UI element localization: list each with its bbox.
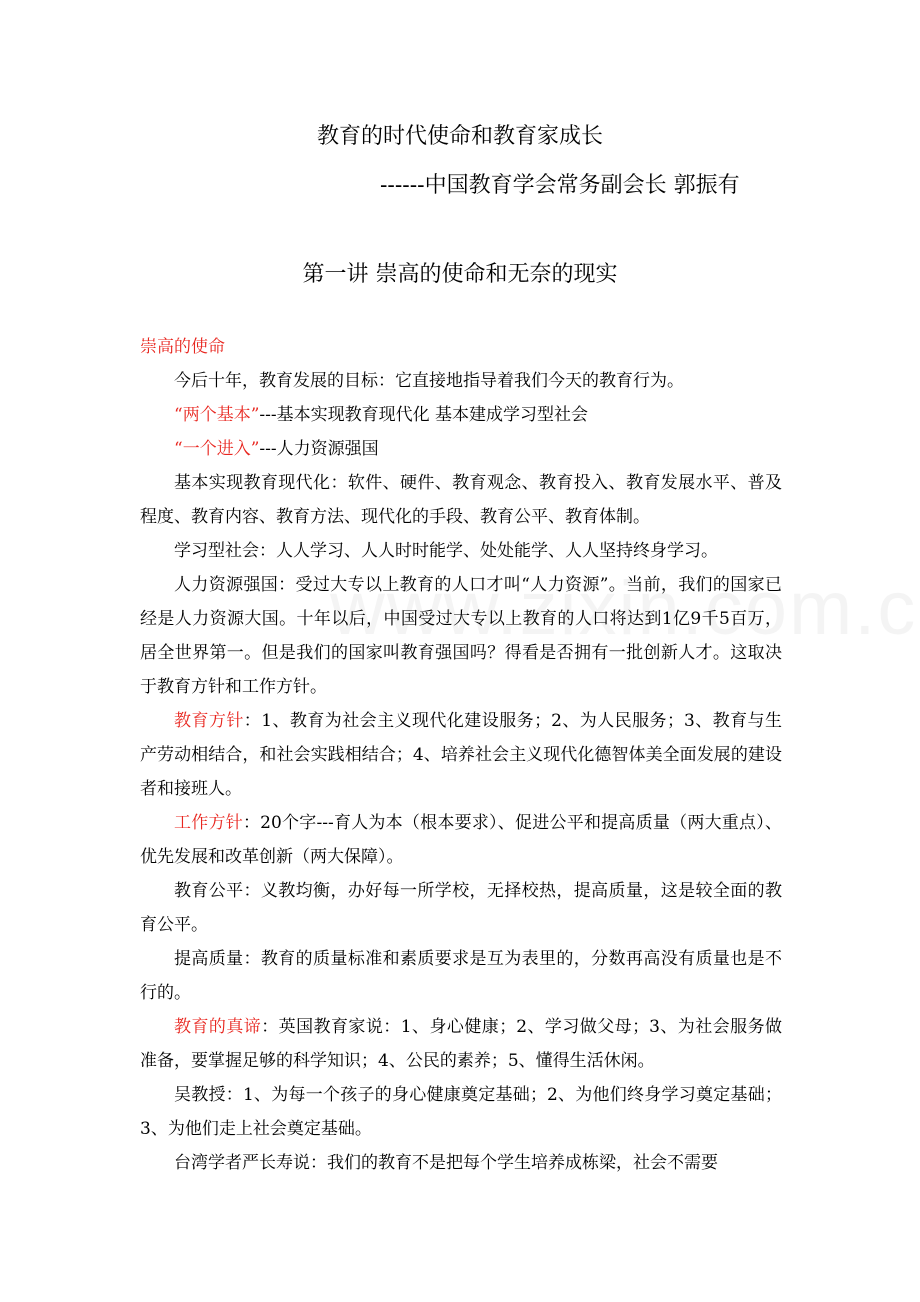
- lecture-title: 第一讲 崇高的使命和无奈的现实: [302, 262, 618, 287]
- highlight-term: “两个基本”: [174, 405, 260, 425]
- paragraph: 人力资源强国：受过大专以上教育的人口才叫“人力资源”。当前，我们的国家已经是人力资源大国。十年以后，中国受过大专以上教育的人口将达到1亿9千5百万，居全世界第一。但是我们的国家叫教育强国吗？得看是否拥有一批创新人才。这取决于教育方针和工作方针。: [140, 575, 782, 697]
- section-heading: 崇高的使命: [140, 337, 225, 357]
- document-subtitle: ------中国教育学会常务副会长 郭振有: [380, 173, 740, 198]
- document-title: 教育的时代使命和教育家成长: [316, 124, 603, 149]
- paragraph-text: ：1、教育为社会主义现代化建设服务；2、为人民服务；3、教育与生产劳动相结合，和社会实践相结合；4、培养社会主义现代化德智体美全面发展的建设者和接班人。: [140, 711, 782, 799]
- highlight-term: “一个进入”: [174, 439, 260, 459]
- paragraph-text: ：英国教育家说：1、身心健康；2、学习做父母；3、为社会服务做准备，要掌握足够的科学知识；4、公民的素养；5、懂得生活休闲。: [140, 1017, 783, 1071]
- paragraph: [140, 806, 782, 874]
- paragraph: [140, 1010, 782, 1078]
- paragraph: [140, 432, 782, 466]
- paragraph: 台湾学者严长寿说：我们的教育不是把每个学生培养成栋梁，社会不需要: [174, 1153, 718, 1173]
- paragraph: 教育公平：义教均衡，办好每一所学校，无择校热，提高质量，这是较全面的教育公平。: [140, 881, 782, 935]
- paragraph-text: ---基本实现教育现代化 基本建成学习型社会: [259, 405, 589, 425]
- paragraph: 基本实现教育现代化：软件、硬件、教育观念、教育投入、教育发展水平、普及程度、教育内容、教育方法、现代化的手段、教育公平、教育体制。: [140, 473, 782, 527]
- paragraph: [140, 704, 782, 806]
- highlight-term: 教育方针: [174, 711, 244, 731]
- paragraph: [140, 398, 782, 432]
- paragraph: 吴教授：1、为每一个孩子的身心健康奠定基础；2、为他们终身学习奠定基础；3、为他们走上社会奠定基础。: [140, 1085, 782, 1139]
- paragraph: 学习型社会：人人学习、人人时时能学、处处能学、人人坚持终身学习。: [174, 541, 718, 561]
- paragraph-text: ---人力资源强国: [259, 439, 379, 459]
- paragraph: 提高质量：教育的质量标准和素质要求是互为表里的，分数再高没有质量也是不行的。: [140, 949, 782, 1003]
- highlight-term: 工作方针: [174, 813, 243, 833]
- paragraph: 今后十年，教育发展的目标：它直接地指导着我们今天的教育行为。: [174, 371, 684, 391]
- highlight-term: 教育的真谛: [174, 1017, 262, 1037]
- paragraph-text: ：20个字---育人为本（根本要求）、促进公平和提高质量（两大重点）、优先发展和改革创新（两大保障）。: [140, 813, 782, 867]
- document-body: [140, 330, 782, 1180]
